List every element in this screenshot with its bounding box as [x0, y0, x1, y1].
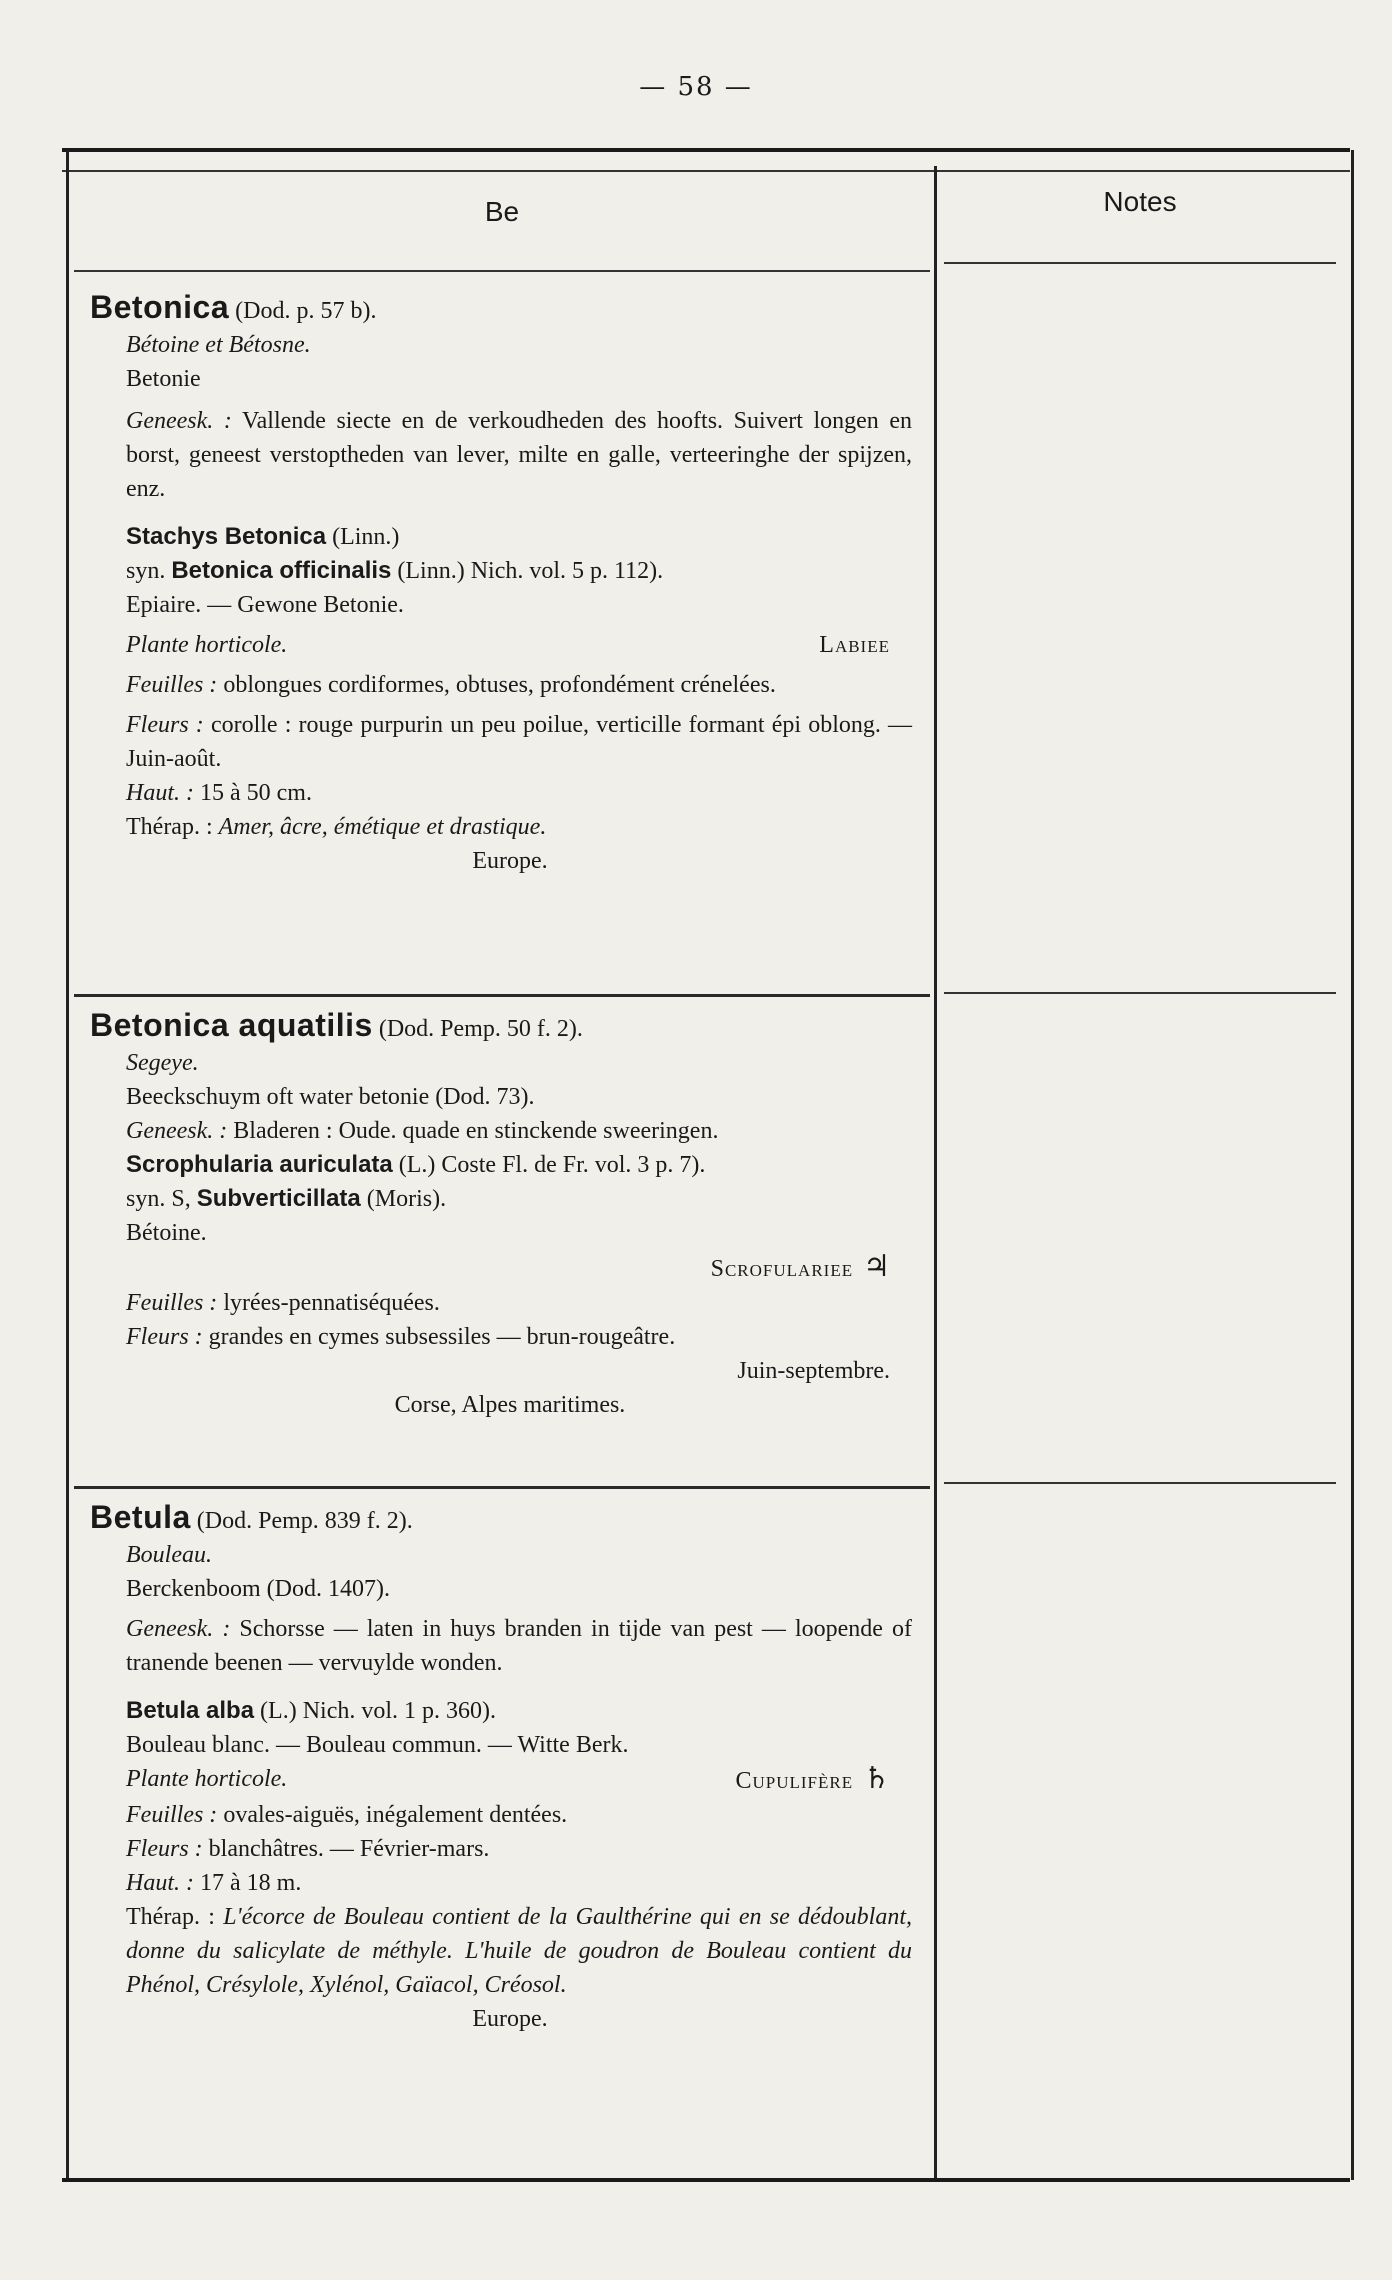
- synonym-line: [90, 554, 930, 588]
- family-line: [90, 1250, 930, 1286]
- geneesk-label: Geneesk. :: [126, 1118, 228, 1144]
- reference: (Dod. Pemp. 839 f. 2).: [196, 1508, 413, 1534]
- feuilles-label: Feuilles :: [126, 1802, 218, 1828]
- common-names: Bétoine.: [126, 1220, 207, 1246]
- scientific-name: Betula alba: [126, 1697, 255, 1724]
- french-names: Segeye.: [126, 1050, 199, 1076]
- synonym-name: Betonica officinalis: [171, 557, 392, 584]
- notes-header: Notes: [1103, 186, 1177, 217]
- fleurs-text: grandes en cymes subsessiles — brun-rougeâtre.: [208, 1324, 676, 1350]
- column-divider: [934, 166, 937, 2180]
- fleurs-line: [90, 1832, 930, 1866]
- feuilles-line: [90, 1798, 930, 1832]
- scientific-name: Stachys Betonica: [126, 523, 327, 550]
- common-names: Bouleau blanc. — Bouleau commun. — Witte Berk.: [126, 1732, 629, 1758]
- entry-heading: [90, 290, 930, 328]
- synonym-reference: (Moris).: [366, 1186, 447, 1212]
- scientific-author: (L.) Coste Fl. de Fr. vol. 3 p. 7).: [398, 1152, 706, 1178]
- feuilles-text: ovales-aiguës, inégalement dentées.: [223, 1802, 568, 1828]
- therap-text: L'écorce de Bouleau contient de la Gaulthérine qui en se dédoublant, donne du salicylate de méthyle. L'huile de goudron de Bouleau contient du Phénol, Crésylole, Xylénol, Gaïacol, Créosol.: [126, 1904, 913, 1998]
- feuilles-line: [90, 668, 930, 702]
- therap-label: Thérap. :: [126, 1904, 215, 1930]
- dutch-name: Beeckschuym oft water betonie (Dod. 73).: [126, 1084, 535, 1110]
- scientific-name-line: [90, 520, 930, 554]
- reference: (Dod. Pemp. 50 f. 2).: [378, 1016, 583, 1042]
- table-bottom-rule: [62, 2178, 1350, 2182]
- feuilles-label: Feuilles :: [126, 1290, 218, 1316]
- plant-type: Plante horticole.: [126, 1766, 288, 1792]
- region: Europe.: [472, 2006, 548, 2032]
- genus-name: Betonica: [90, 289, 230, 325]
- feuilles-text: oblongues cordiformes, obtuses, profondément crénelées.: [223, 672, 776, 698]
- french-names: Bouleau.: [126, 1542, 212, 1568]
- scientific-name-line: [90, 1694, 930, 1728]
- haut-text: 15 à 50 cm.: [200, 780, 312, 806]
- genus-name: Betonica aquatilis: [90, 1007, 373, 1043]
- haut-line: [90, 776, 930, 810]
- fleurs-label: Fleurs :: [126, 1324, 203, 1350]
- tree-symbol-icon: ♄: [863, 1761, 890, 1796]
- fleurs-label: Fleurs :: [126, 1836, 203, 1862]
- genus-name: Betula: [90, 1499, 191, 1535]
- synonym-prefix: syn.: [126, 558, 166, 584]
- therap-line: [90, 810, 930, 844]
- header-rule: [74, 270, 930, 272]
- dutch-name: Berckenboom (Dod. 1407).: [126, 1576, 390, 1602]
- geneesk-text: Bladeren : Oude. quade en stinckende sweeringen.: [233, 1118, 719, 1144]
- family-name: Scrofulariee: [710, 1256, 854, 1282]
- feuilles-label: Feuilles :: [126, 672, 218, 698]
- synonym-line: [90, 1182, 930, 1216]
- dutch-name: Betonie: [126, 366, 201, 392]
- haut-label: Haut. :: [126, 780, 194, 806]
- season: Juin-septembre.: [737, 1358, 890, 1384]
- french-names: Bétoine et Bétosne.: [126, 332, 311, 358]
- type-family-line: [90, 1762, 930, 1798]
- scientific-name: Scrophularia auriculata: [126, 1151, 393, 1178]
- entry-heading: [90, 1008, 930, 1046]
- common-names: Epiaire. — Gewone Betonie.: [126, 592, 404, 618]
- fleurs-text: corolle : rouge purpurin un peu poilue, verticille formant épi oblong. — Juin-août.: [126, 712, 913, 772]
- fleurs-label: Fleurs :: [126, 712, 204, 738]
- region: Corse, Alpes maritimes.: [394, 1392, 626, 1418]
- notes-separator: [944, 992, 1336, 994]
- notes-separator: [944, 1482, 1336, 1484]
- notes-header-rule: [944, 262, 1336, 264]
- geneesk-line: [90, 1114, 930, 1148]
- synonym-reference: (Linn.) Nich. vol. 5 p. 112).: [397, 558, 664, 584]
- fleurs-line: [90, 708, 930, 776]
- type-family-line: [90, 628, 930, 662]
- perennial-symbol-icon: ♃: [863, 1249, 890, 1284]
- page-number: — 58 —: [639, 72, 753, 102]
- haut-text: 17 à 18 m.: [200, 1870, 302, 1896]
- therap-paragraph: [90, 1900, 930, 2002]
- synonym-name: Subverticillata: [196, 1185, 361, 1212]
- entry-heading: [90, 1500, 930, 1538]
- fleurs-text: blanchâtres. — Février-mars.: [208, 1836, 490, 1862]
- geneesk-text: Vallende siecte en de verkoudheden des hoofts. Suivert longen en borst, geneest verstoptheden van lever, milte en galle, verteeringhe der spijzen, enz.: [126, 408, 912, 502]
- entry-betonica: [90, 290, 930, 878]
- entry-betonica-aquatilis: [90, 1008, 930, 1422]
- entry-betula: [90, 1500, 930, 2036]
- region: Europe.: [472, 848, 548, 874]
- entry-separator: [74, 994, 930, 997]
- haut-line: [90, 1866, 930, 1900]
- section-header: Be: [484, 196, 520, 227]
- geneesk-paragraph: [90, 404, 930, 506]
- geneesk-label: Geneesk. :: [126, 408, 232, 434]
- family-name: Labiee: [819, 632, 890, 658]
- scientific-name-line: [90, 1148, 930, 1182]
- synonym-prefix: syn. S,: [126, 1186, 191, 1212]
- scientific-author: (Linn.): [332, 524, 400, 550]
- entry-separator: [74, 1486, 930, 1489]
- feuilles-text: lyrées-pennatiséquées.: [223, 1290, 440, 1316]
- feuilles-line: [90, 1286, 930, 1320]
- geneesk-label: Geneesk. :: [126, 1616, 231, 1642]
- geneesk-text: Schorsse — laten in huys branden in tijde van pest — loopende of tranende beenen — vervuylde wonden.: [126, 1616, 913, 1676]
- family-name: Cupulifère: [735, 1768, 854, 1794]
- therap-text: Amer, âcre, émétique et drastique.: [218, 814, 547, 840]
- fleurs-line: [90, 1320, 930, 1354]
- therap-label: Thérap. :: [126, 814, 213, 840]
- geneesk-paragraph: [90, 1612, 930, 1680]
- scientific-author: (L.) Nich. vol. 1 p. 360).: [260, 1698, 497, 1724]
- reference: (Dod. p. 57 b).: [235, 298, 377, 324]
- plant-type: Plante horticole.: [126, 632, 288, 658]
- haut-label: Haut. :: [126, 1870, 194, 1896]
